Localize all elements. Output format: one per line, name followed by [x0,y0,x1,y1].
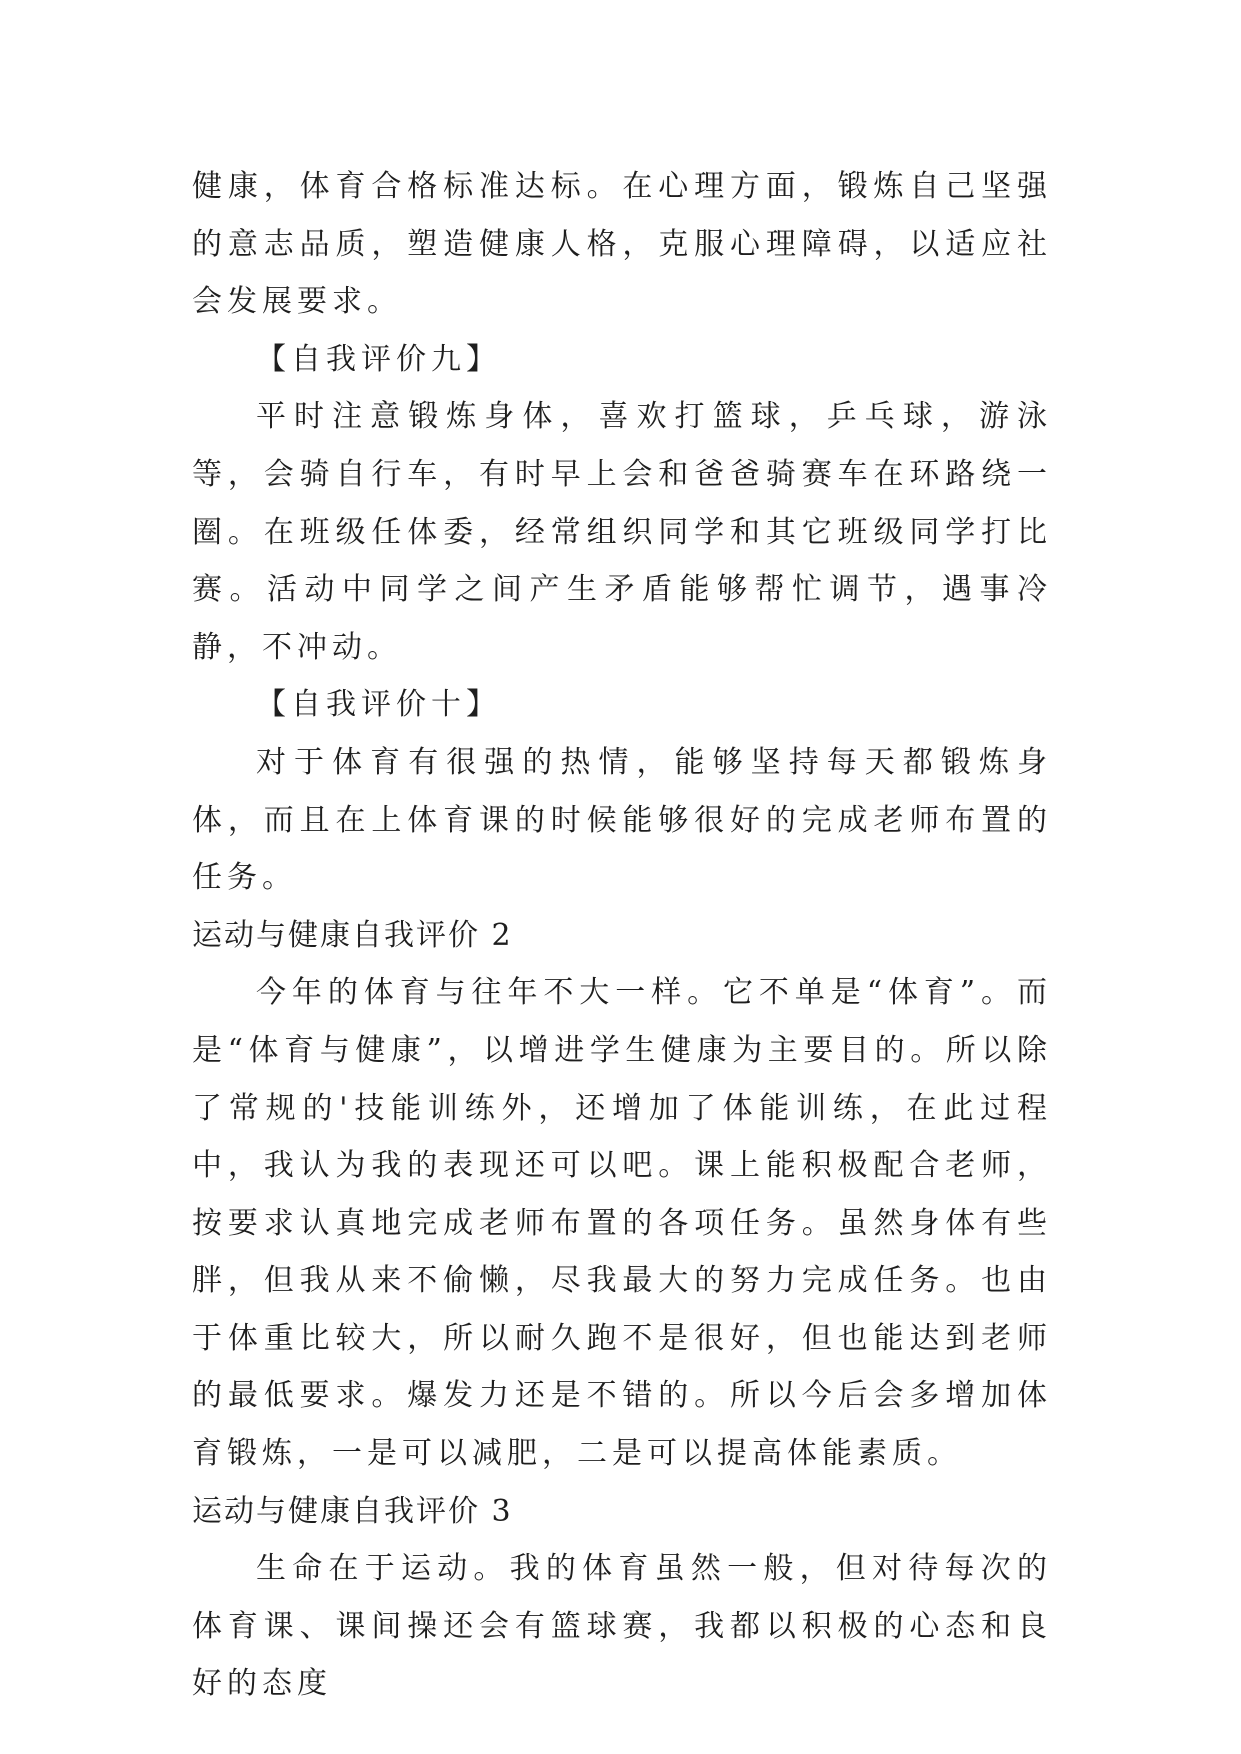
paragraph-ten: 对于体育有很强的热情，能够坚持每天都锻炼身体，而且在上体育课的时候能够很好的完成老师布置的任务。 [192,744,1052,896]
section-label-nine: 【自我评价九】 [256,341,501,377]
document-body [192,158,1052,1713]
paragraph-3: 生命在于运动。我的体育虽然一般，但对待每次的体育课、课间操还会有篮球赛，我都以积极的心态和良好的态度 [192,1551,1052,1702]
section-heading-2: 运动与健康自我评价 2 [192,917,513,953]
paragraph-nine: 平时注意锻炼身体，喜欢打篮球，乒乓球，游泳等，会骑自行车，有时早上会和爸爸骑赛车在环路绕一圈。在班级任体委，经常组织同学和其它班级同学打比赛。活动中同学之间产生矛盾能够帮忙调节，遇事冷静，不冲动。 [192,399,1052,665]
section-heading-3: 运动与健康自我评价 3 [192,1493,513,1529]
paragraph-continued: 健康，体育合格标准达标。在心理方面，锻炼自己坚强的意志品质，塑造健康人格，克服心理障碍，以适应社会发展要求。 [192,169,1052,320]
paragraph-2: 今年的体育与往年不大一样。它不单是“体育”。而是“体育与健康”，以增进学生健康为主要目的。所以除了常规的'技能训练外，还增加了体能训练，在此过程中，我认为我的表现还可以吧。课上能积极配合老师，按要求认真地完成老师布置的各项任务。虽然身体有些胖，但我从来不偷懒，尽我最大的努力完成任务。也由于体重比较大，所以耐久跑不是很好，但也能达到老师的最低要求。爆发力还是不错的。所以今后会多增加体育锻炼，一是可以减肥，二是可以提高体能素质。 [192,975,1052,1472]
section-label-ten: 【自我评价十】 [256,687,501,723]
